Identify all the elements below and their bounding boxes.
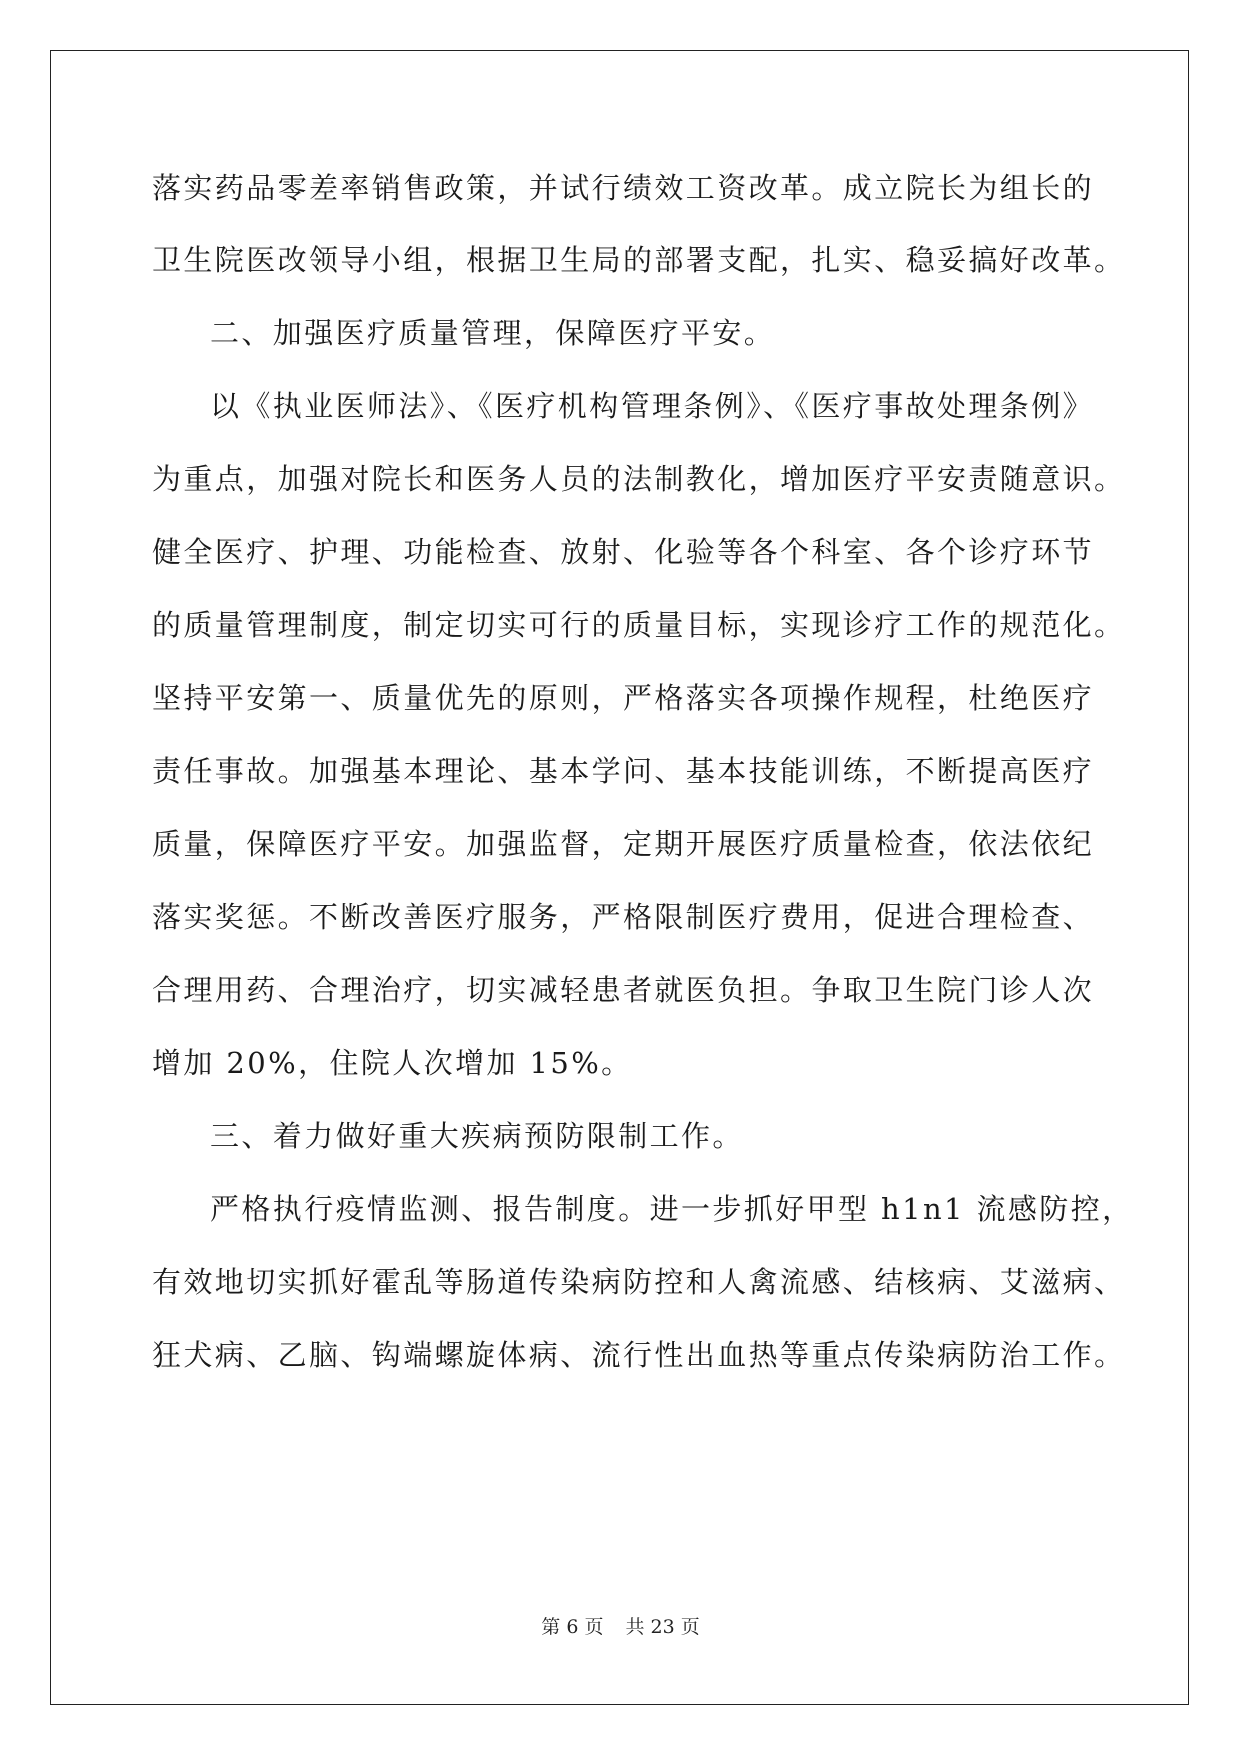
body-line: 质量，保障医疗平安。加强监督，定期开展医疗质量检查，依法依纪 (152, 827, 1095, 861)
body-line: 狂犬病、乙脑、钩端螺旋体病、流行性出血热等重点传染病防治工作。 (152, 1338, 1126, 1372)
page-total: 共 23 页 (625, 1616, 700, 1638)
body-line: 严格执行疫情监测、报告制度。进一步抓好甲型 h1n1 流感防控， (210, 1192, 1134, 1226)
body-line: 落实药品零差率销售政策，并试行绩效工资改革。成立院长为组长的 (152, 171, 1095, 205)
body-line: 有效地切实抓好霍乱等肠道传染病防控和人禽流感、结核病、艾滋病、 (152, 1265, 1126, 1299)
body-line: 落实奖惩。不断改善医疗服务，严格限制医疗费用，促进合理检查、 (152, 900, 1095, 934)
section-heading: 三、着力做好重大疾病预防限制工作。 (210, 1119, 744, 1153)
body-line: 增加 20%，住院人次增加 15%。 (152, 1046, 633, 1080)
body-line: 为重点，加强对院长和医务人员的法制教化，增加医疗平安责随意识。 (152, 462, 1126, 496)
body-line: 以《执业医师法》、《医疗机构管理条例》、《医疗事故处理条例》 (210, 389, 1095, 423)
body-line: 坚持平安第一、质量优先的原则，严格落实各项操作规程，杜绝医疗 (152, 681, 1095, 715)
body-line: 责任事故。加强基本理论、基本学问、基本技能训练，不断提高医疗 (152, 754, 1095, 788)
body-line: 合理用药、合理治疗，切实减轻患者就医负担。争取卫生院门诊人次 (152, 973, 1095, 1007)
page-footer (0, 1612, 1241, 1639)
page-border (50, 50, 1189, 1705)
body-line: 健全医疗、护理、功能检查、放射、化验等各个科室、各个诊疗环节 (152, 535, 1095, 569)
body-line: 的质量管理制度，制定切实可行的质量目标，实现诊疗工作的规范化。 (152, 608, 1126, 642)
page-number: 第 6 页 (541, 1616, 604, 1638)
section-heading: 二、加强医疗质量管理，保障医疗平安。 (210, 316, 776, 350)
body-line: 卫生院医改领导小组，根据卫生局的部署支配，扎实、稳妥搞好改革。 (152, 243, 1126, 277)
